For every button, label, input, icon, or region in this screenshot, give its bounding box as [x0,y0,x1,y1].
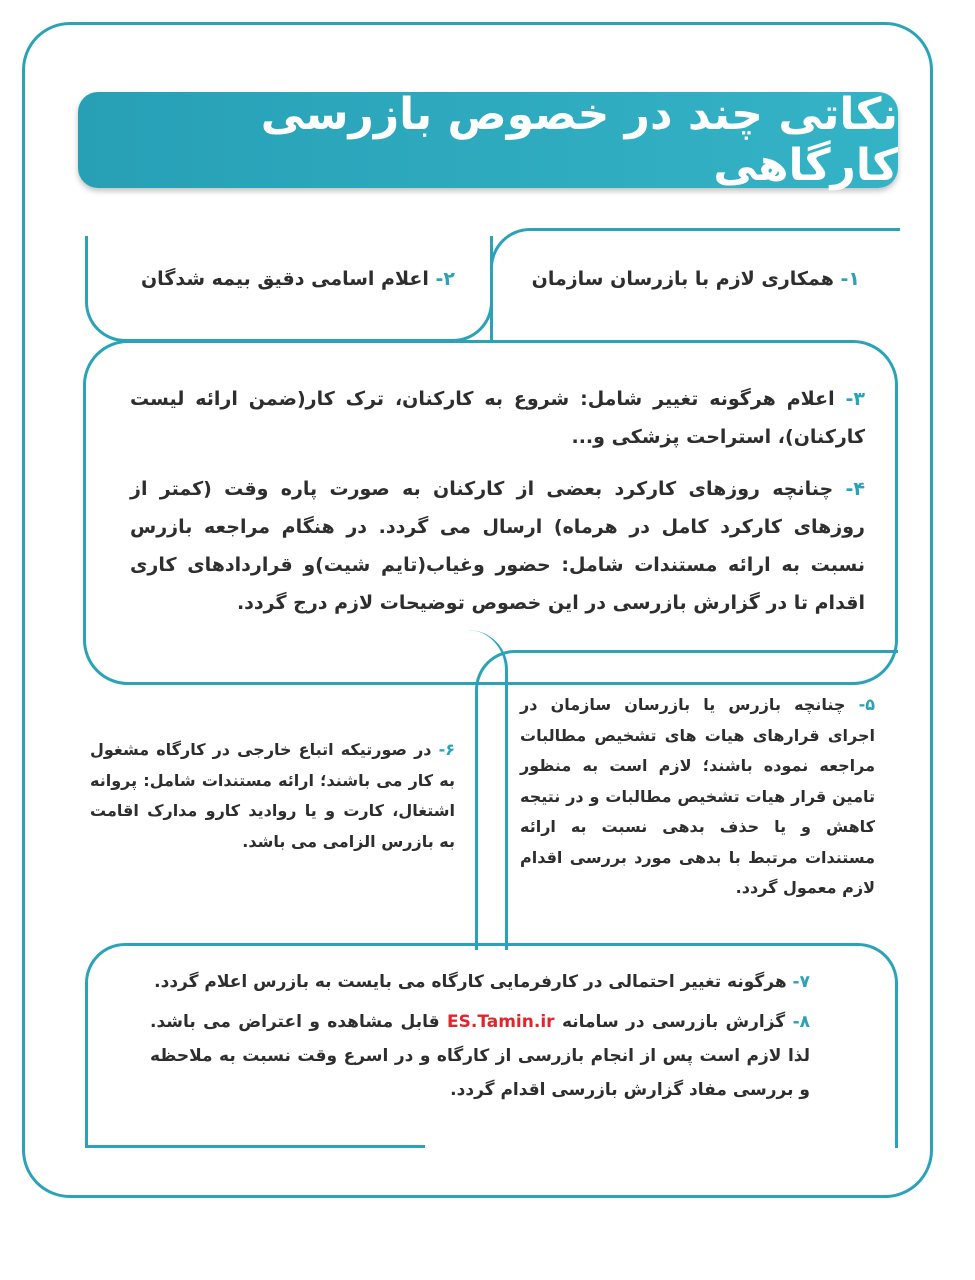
bottom-line [85,1145,425,1148]
item-7: ۷- هرگونه تغییر احتمالی در کارفرمایی کارگاه می بایست به بازرس اعلام گردد. [154,972,810,992]
item-1: ۱- همکاری لازم با بازرسان سازمان [531,268,860,290]
item-5: ۵- چنانچه بازرس یا بازرسان سازمان در اجرای قرارهای هیات های تشخیص مطالبات مراجعه نموده باشند؛ لازم است به منظور تامین قرار هیات تشخیص مطالبات و در نتیجه کاهش و یا حذف بدهی نسبت به ارائه مستندات مرتبط با بدهی مورد بررسی اقدام لازم معمول گردد. [520,695,875,897]
title-banner [78,89,898,191]
item-8: ۸- گزارش بازرسی در سامانه ES.Tamin.ir قابل مشاهده و اعتراض می باشد. لذا لازم است پس از انجام بازرسی از کارگاه و در اسرع وقت نسبت به ملاحظه و بررسی مفاد گزارش بازرسی اقدام گردد. [150,1012,811,1100]
page-title: نکاتی چند در خصوص بازرسی کارگاهی [260,89,898,191]
item-6: ۶- در صورتیکه اتباع خارجی در کارگاه مشغول به کار می باشند؛ ارائه مستندات شامل: پروانه اشتغال، کارت و یا روادید کارو مدارک اقامت به بازرس الزامی می باشد. [90,740,455,851]
es-tamin-link[interactable]: ES.Tamin.ir [447,1012,555,1032]
item-4: ۴- چنانچه روزهای کارکرد بعضی از کارکنان به صورت پاره وقت (کمتر از روزهای کارکرد کامل در هرماه) ارسال می گردد. در هنگام مراجعه بازرس نسبت به ارائه مستندات شامل: حضور وغیاب(تایم شیت)و قراردادهای کاری اقدام تا در گزارش بازرسی در این خصوص توضیحات لازم درج گردد. [130,478,865,614]
items-7-8 [150,965,810,1121]
items-3-4 [130,380,865,636]
item-3: ۳- اعلام هرگونه تغییر شامل: شروع به کارکنان، ترک کار(ضمن ارائه لیست کارکنان)، استراحت پزشکی و... [130,388,865,448]
item-2: ۲- اعلام اسامی دقیق بیمه شدگان [140,268,455,290]
